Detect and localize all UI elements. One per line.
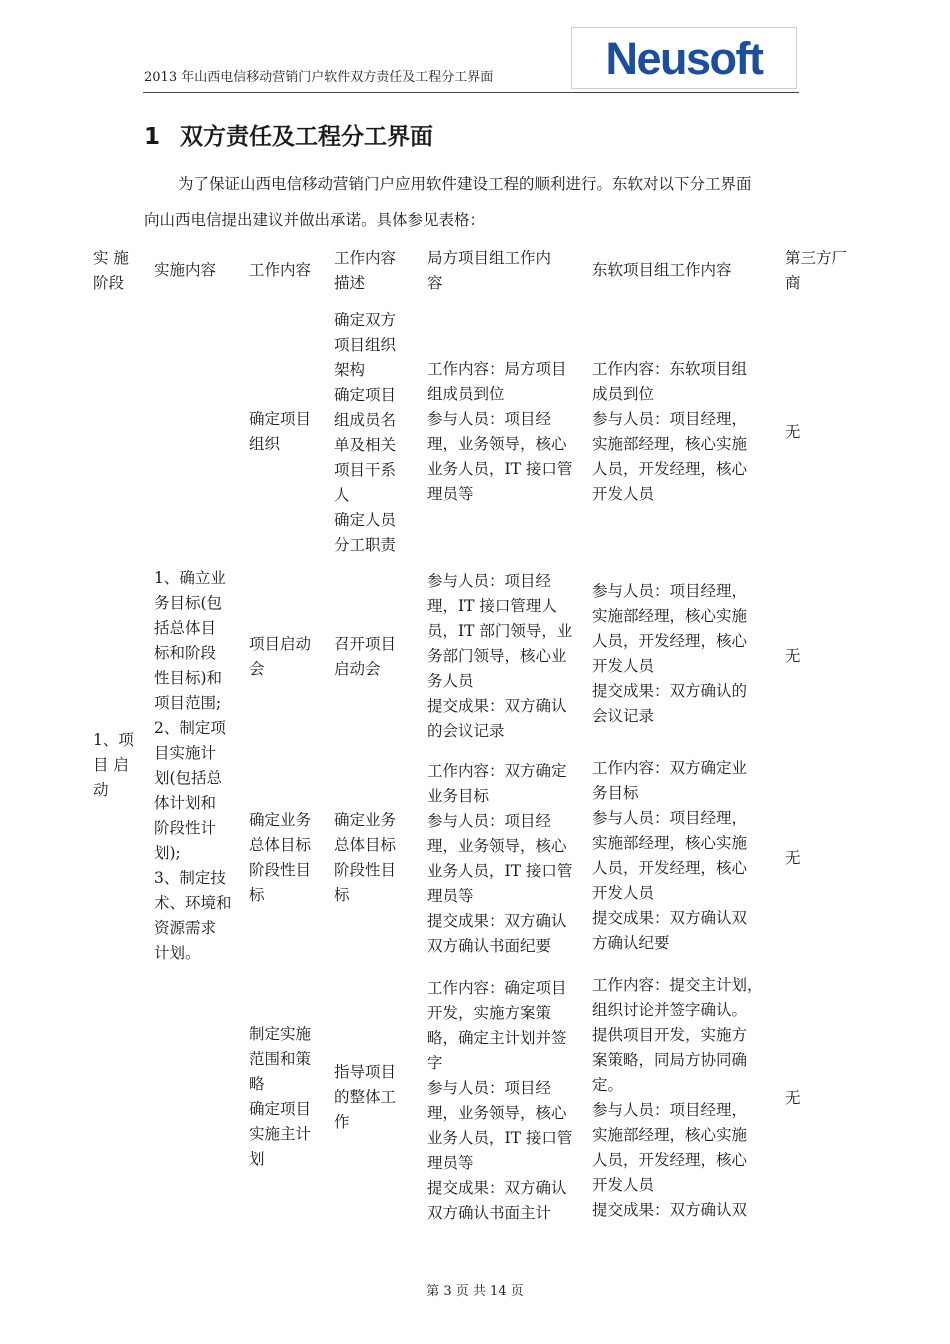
- row2-third-party: 无: [785, 647, 801, 665]
- row4-third-party: 无: [785, 1089, 801, 1107]
- row2-bureau: 参与人员：项目经 理，IT 接口管理人 员，IT 部门领导，业 务部门领导，核心业 务人员 提交成果：双方确认 的会议记录: [427, 572, 573, 740]
- page-footer: 第 3 页 共 14 页: [426, 1284, 524, 1299]
- row1-description: 确定双方 项目组织 架构 确定项目 组成员名 单及相关 项目干系 人 确定人员 分工职责: [334, 311, 397, 554]
- row1-bureau: 工作内容：局方项目 组成员到位 参与人员：项目经 理，业务领导，核心 业务人员，IT 接口管 理员等: [427, 360, 573, 503]
- row3-neusoft: 工作内容：双方确定业 务目标 参与人员：项目经理， 实施部经理，核心实施 人员，开发经理，核心 开发人员 提交成果：双方确认双 方确认纪要: [592, 759, 748, 952]
- header-impl-content: 实施内容: [154, 261, 217, 279]
- header-neusoft-work: 东软项目组工作内容: [592, 261, 732, 279]
- row1-neusoft: 工作内容：东软项目组 成员到位 参与人员：项目经理， 实施部经理，核心实施 人员，开发经理，核心 开发人员: [592, 360, 748, 503]
- document-header-title: 2013 年山西电信移动营销门户软件双方责任及工程分工界面: [144, 70, 494, 85]
- row4-neusoft: 工作内容：提交主计划， 组织讨论并签字确认。 提供项目开发，实施方 案策略，同局方协同确 定。 参与人员：项目经理， 实施部经理，核心实施 人员，开发经理，核心 开发人员 提交成果：双方确认双: [592, 976, 763, 1219]
- header-third-party: 第三方厂 商: [785, 249, 848, 292]
- section-number: 1: [144, 124, 161, 150]
- logo-wordmark: Neusoft: [605, 32, 763, 84]
- row2-neusoft: 参与人员：项目经理， 实施部经理，核心实施 人员，开发经理，核心 开发人员 提交成果：双方确认的 会议记录: [592, 582, 748, 725]
- row4-bureau: 工作内容：确定项目 开发，实施方案策 略，确定主计划并签 字 参与人员：项目经 理，业务领导，核心 业务人员，IT 接口管 理员等 提交成果：双方确认 双方确认书面主计: [427, 979, 573, 1222]
- header-divider: [143, 92, 799, 93]
- neusoft-logo: [571, 27, 797, 89]
- header-work-description: 工作内容 描述: [334, 249, 397, 292]
- section-heading: [144, 118, 433, 151]
- header-stage: 实 施 阶段: [93, 249, 129, 292]
- row3-description: 确定业务 总体目标 阶段性目 标: [334, 811, 397, 904]
- row2-work: 项目启动 会: [249, 635, 312, 678]
- row3-work: 确定业务 总体目标 阶段性目 标: [249, 811, 312, 904]
- row4-description: 指导项目 的整体工 作: [334, 1063, 397, 1131]
- stage-cell: 1、项 目 启 动: [93, 731, 134, 799]
- header-bureau-work: 局方项目组工作内 容: [427, 249, 552, 292]
- row1-third-party: 无: [785, 423, 801, 441]
- intro-line-1: 为了保证山西电信移动营销门户应用软件建设工程的顺利进行。东软对以下分工界面: [178, 175, 752, 193]
- impl-content-cell: 1、确立业 务目标(包 括总体目 标和阶段 性目标)和 项目范围; 2、制定项 目实施计 划(包括总 体计划和 阶段性计 划); 3、制定技 术、环境和 资源需求 计划。: [154, 569, 232, 962]
- row1-work: 确定项目 组织: [249, 410, 312, 453]
- row3-bureau: 工作内容：双方确定 业务目标 参与人员：项目经 理，业务领导，核心 业务人员，IT 接口管 理员等 提交成果：双方确认 双方确认书面纪要: [427, 762, 573, 955]
- row2-description: 召开项目 启动会: [334, 635, 397, 678]
- section-title-text: 双方责任及工程分工界面: [180, 124, 433, 150]
- header-work-content: 工作内容: [249, 261, 312, 279]
- row4-work: 制定实施 范围和策 略 确定项目 实施主计 划: [249, 1025, 312, 1168]
- row3-third-party: 无: [785, 849, 801, 867]
- intro-line-2: 向山西电信提出建议并做出承诺。具体参见表格：: [144, 211, 486, 229]
